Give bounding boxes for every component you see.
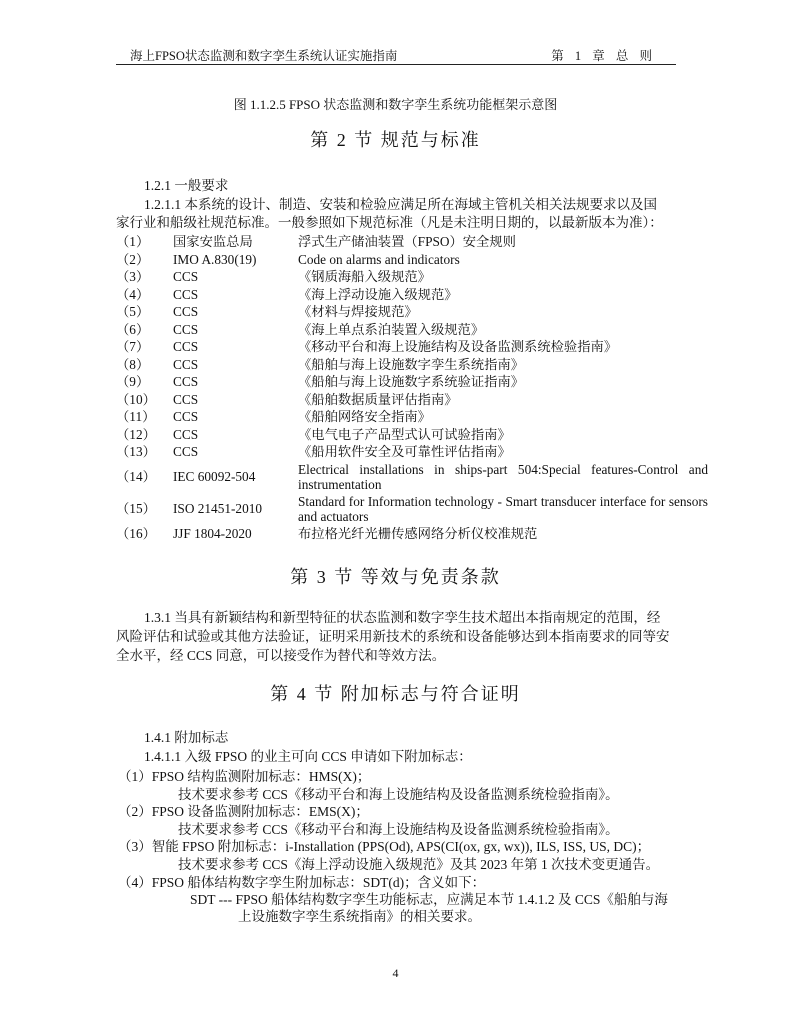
standard-title: 《船舶与海上设施数字系统验证指南》 — [298, 374, 525, 390]
standard-number: （9） — [116, 374, 150, 389]
standard-title: 《材料与焊接规范》 — [298, 304, 418, 320]
standard-number: （12） — [116, 426, 156, 442]
mark-item-3-requirement: 技术要求参考 CCS《海上浮动设施入级规范》及其 2023 年第 1 次技术变更通告。 — [178, 857, 660, 872]
standard-organization: CCS — [173, 304, 199, 319]
mark-item-4-definition-line-1: SDT --- FPSO 船体结构数字孪生功能标志，应满足本节 1.4.1.2 及 CCS《船舶与海 — [190, 892, 668, 907]
standard-organization: CCS — [173, 269, 199, 284]
section-4-subheading: 1.4.1 附加标志 — [144, 730, 229, 745]
standard-organization: CCS — [173, 321, 199, 337]
header-document-title: 海上FPSO状态监测和数字孪生系统认证实施指南 — [130, 49, 398, 63]
standard-row — [116, 391, 708, 409]
standard-row — [116, 338, 708, 356]
figure-caption: 图 1.1.2.5 FPSO 状态监测和数字孪生系统功能框架示意图 — [233, 97, 558, 112]
standard-organization: JJF 1804-2020 — [173, 525, 252, 541]
section-3-para-line-1: 1.3.1 当具有新颖结构和新型特征的状态监测和数字孪生技术超出本指南规定的范围，经 — [144, 610, 661, 625]
section-3-para-line-2: 风险评估和试验或其他方法验证，证明采用新技术的系统和设备能够达到本指南要求的同等安 — [116, 629, 670, 644]
standard-organization: ISO 21451-2010 — [173, 500, 263, 516]
standard-number: （4） — [116, 286, 150, 302]
mark-item-1-requirement: 技术要求参考 CCS《移动平台和海上设施结构及设备监测系统检验指南》。 — [178, 787, 619, 802]
page-number: 4 — [392, 966, 399, 980]
standard-title: 浮式生产储油装置（FPSO）安全规则 — [298, 234, 516, 250]
standard-row — [116, 268, 708, 286]
standard-number: （5） — [116, 304, 150, 319]
section-2-title: 第 2 节 规范与标准 — [310, 130, 481, 150]
standard-row — [116, 303, 708, 321]
standards-table — [116, 233, 708, 542]
section-2-para-line-2: 家行业和船级社规范标准。一般参照如下规范标准（凡是未注明日期的，以最新版本为准）： — [116, 215, 663, 230]
mark-item-2: （2）FPSO 设备监测附加标志：EMS(X)； — [118, 804, 369, 819]
standard-organization: IMO A.830(19) — [173, 251, 257, 267]
section-4-intro: 1.4.1.1 入级 FPSO 的业主可向 CCS 申请如下附加标志： — [144, 749, 472, 764]
standard-number: （2） — [116, 251, 150, 267]
mark-item-4-definition-line-2: 上设施数字孪生系统指南》的相关要求。 — [238, 909, 481, 924]
page-header — [116, 44, 676, 65]
standard-number: （13） — [116, 444, 156, 459]
standard-row — [116, 461, 708, 493]
standard-title: 《船舶与海上设施数字孪生系统指南》 — [298, 356, 525, 372]
standard-row — [116, 525, 708, 543]
standard-organization: CCS — [173, 391, 199, 407]
standard-number: （16） — [116, 525, 156, 541]
section-2-para-line-1: 1.2.1.1 本系统的设计、制造、安装和检验应满足所在海域主管机关相关法规要求以及国 — [144, 197, 657, 212]
standard-row — [116, 426, 708, 444]
standard-title: Code on alarms and indicators — [298, 251, 460, 267]
mark-item-2-requirement: 技术要求参考 CCS《移动平台和海上设施结构及设备监测系统检验指南》。 — [178, 822, 619, 837]
section-3-title: 第 3 节 等效与免责条款 — [290, 567, 501, 587]
standard-organization: CCS — [173, 426, 199, 442]
mark-item-1: （1）FPSO 结构监测附加标志：HMS(X)； — [118, 769, 371, 784]
standard-number: （3） — [116, 269, 150, 284]
standard-row — [116, 356, 708, 374]
standard-row — [116, 233, 708, 251]
standard-row — [116, 286, 708, 304]
standard-row — [116, 373, 708, 391]
standard-number: （10） — [116, 391, 156, 407]
standard-title: 《船用软件安全及可靠性评估指南》 — [298, 444, 511, 460]
standard-title: 《电气电子产品型式认可试验指南》 — [298, 426, 511, 442]
section-4-title: 第 4 节 附加标志与符合证明 — [270, 684, 521, 704]
standard-title: Standard for Information technology - Smart transducer interface for sensors and actuators — [298, 493, 708, 524]
standard-organization: CCS — [173, 339, 199, 354]
standard-title: 《船舶网络安全指南》 — [298, 409, 431, 425]
standard-number: （6） — [116, 321, 150, 337]
standard-number: （11） — [116, 409, 156, 424]
standard-title: 布拉格光纤光栅传感网络分析仪校准规范 — [298, 525, 538, 541]
standard-organization: IEC 60092-504 — [173, 468, 256, 484]
standard-number: （7） — [116, 339, 150, 354]
standard-row — [116, 493, 708, 525]
standard-row — [116, 408, 708, 426]
standard-number: （14） — [116, 468, 156, 484]
standard-title: 《移动平台和海上设施结构及设备监测系统检验指南》 — [298, 339, 618, 355]
mark-item-3: （3）智能 FPSO 附加标志：i-Installation (PPS(Od), APS(CI(ox, gx, wx)), ILS, ISS, US, DC)； — [118, 839, 651, 854]
standard-organization: CCS — [173, 356, 199, 372]
standard-organization: CCS — [173, 409, 199, 424]
standard-title: 《海上浮动设施入级规范》 — [298, 286, 458, 302]
standard-number: （15） — [116, 500, 156, 516]
standard-row — [116, 321, 708, 339]
header-chapter: 第 1 章 总 则 — [551, 49, 652, 63]
standard-row — [116, 251, 708, 269]
standard-row — [116, 443, 708, 461]
standard-number: （1） — [116, 234, 150, 249]
standard-organization: CCS — [173, 286, 199, 302]
standard-title: 《钢质海船入级规范》 — [298, 269, 431, 285]
section-2-subheading: 1.2.1 一般要求 — [144, 178, 229, 193]
standard-number: （8） — [116, 356, 150, 372]
standard-organization: CCS — [173, 374, 199, 389]
section-3-para-line-3: 全水平，经 CCS 同意，可以接受作为替代和等效方法。 — [116, 648, 446, 663]
standard-title: 《船舶数据质量评估指南》 — [298, 391, 458, 407]
standard-organization: 国家安监总局 — [173, 234, 253, 249]
standard-organization: CCS — [173, 444, 199, 459]
standard-title: Electrical installations in ships-part 504:Special features-Control and instrumentation — [298, 461, 708, 492]
mark-item-4: （4）FPSO 船体结构数字孪生附加标志：SDT(d)；含义如下： — [118, 875, 486, 890]
standard-title: 《海上单点系泊装置入级规范》 — [298, 321, 485, 337]
